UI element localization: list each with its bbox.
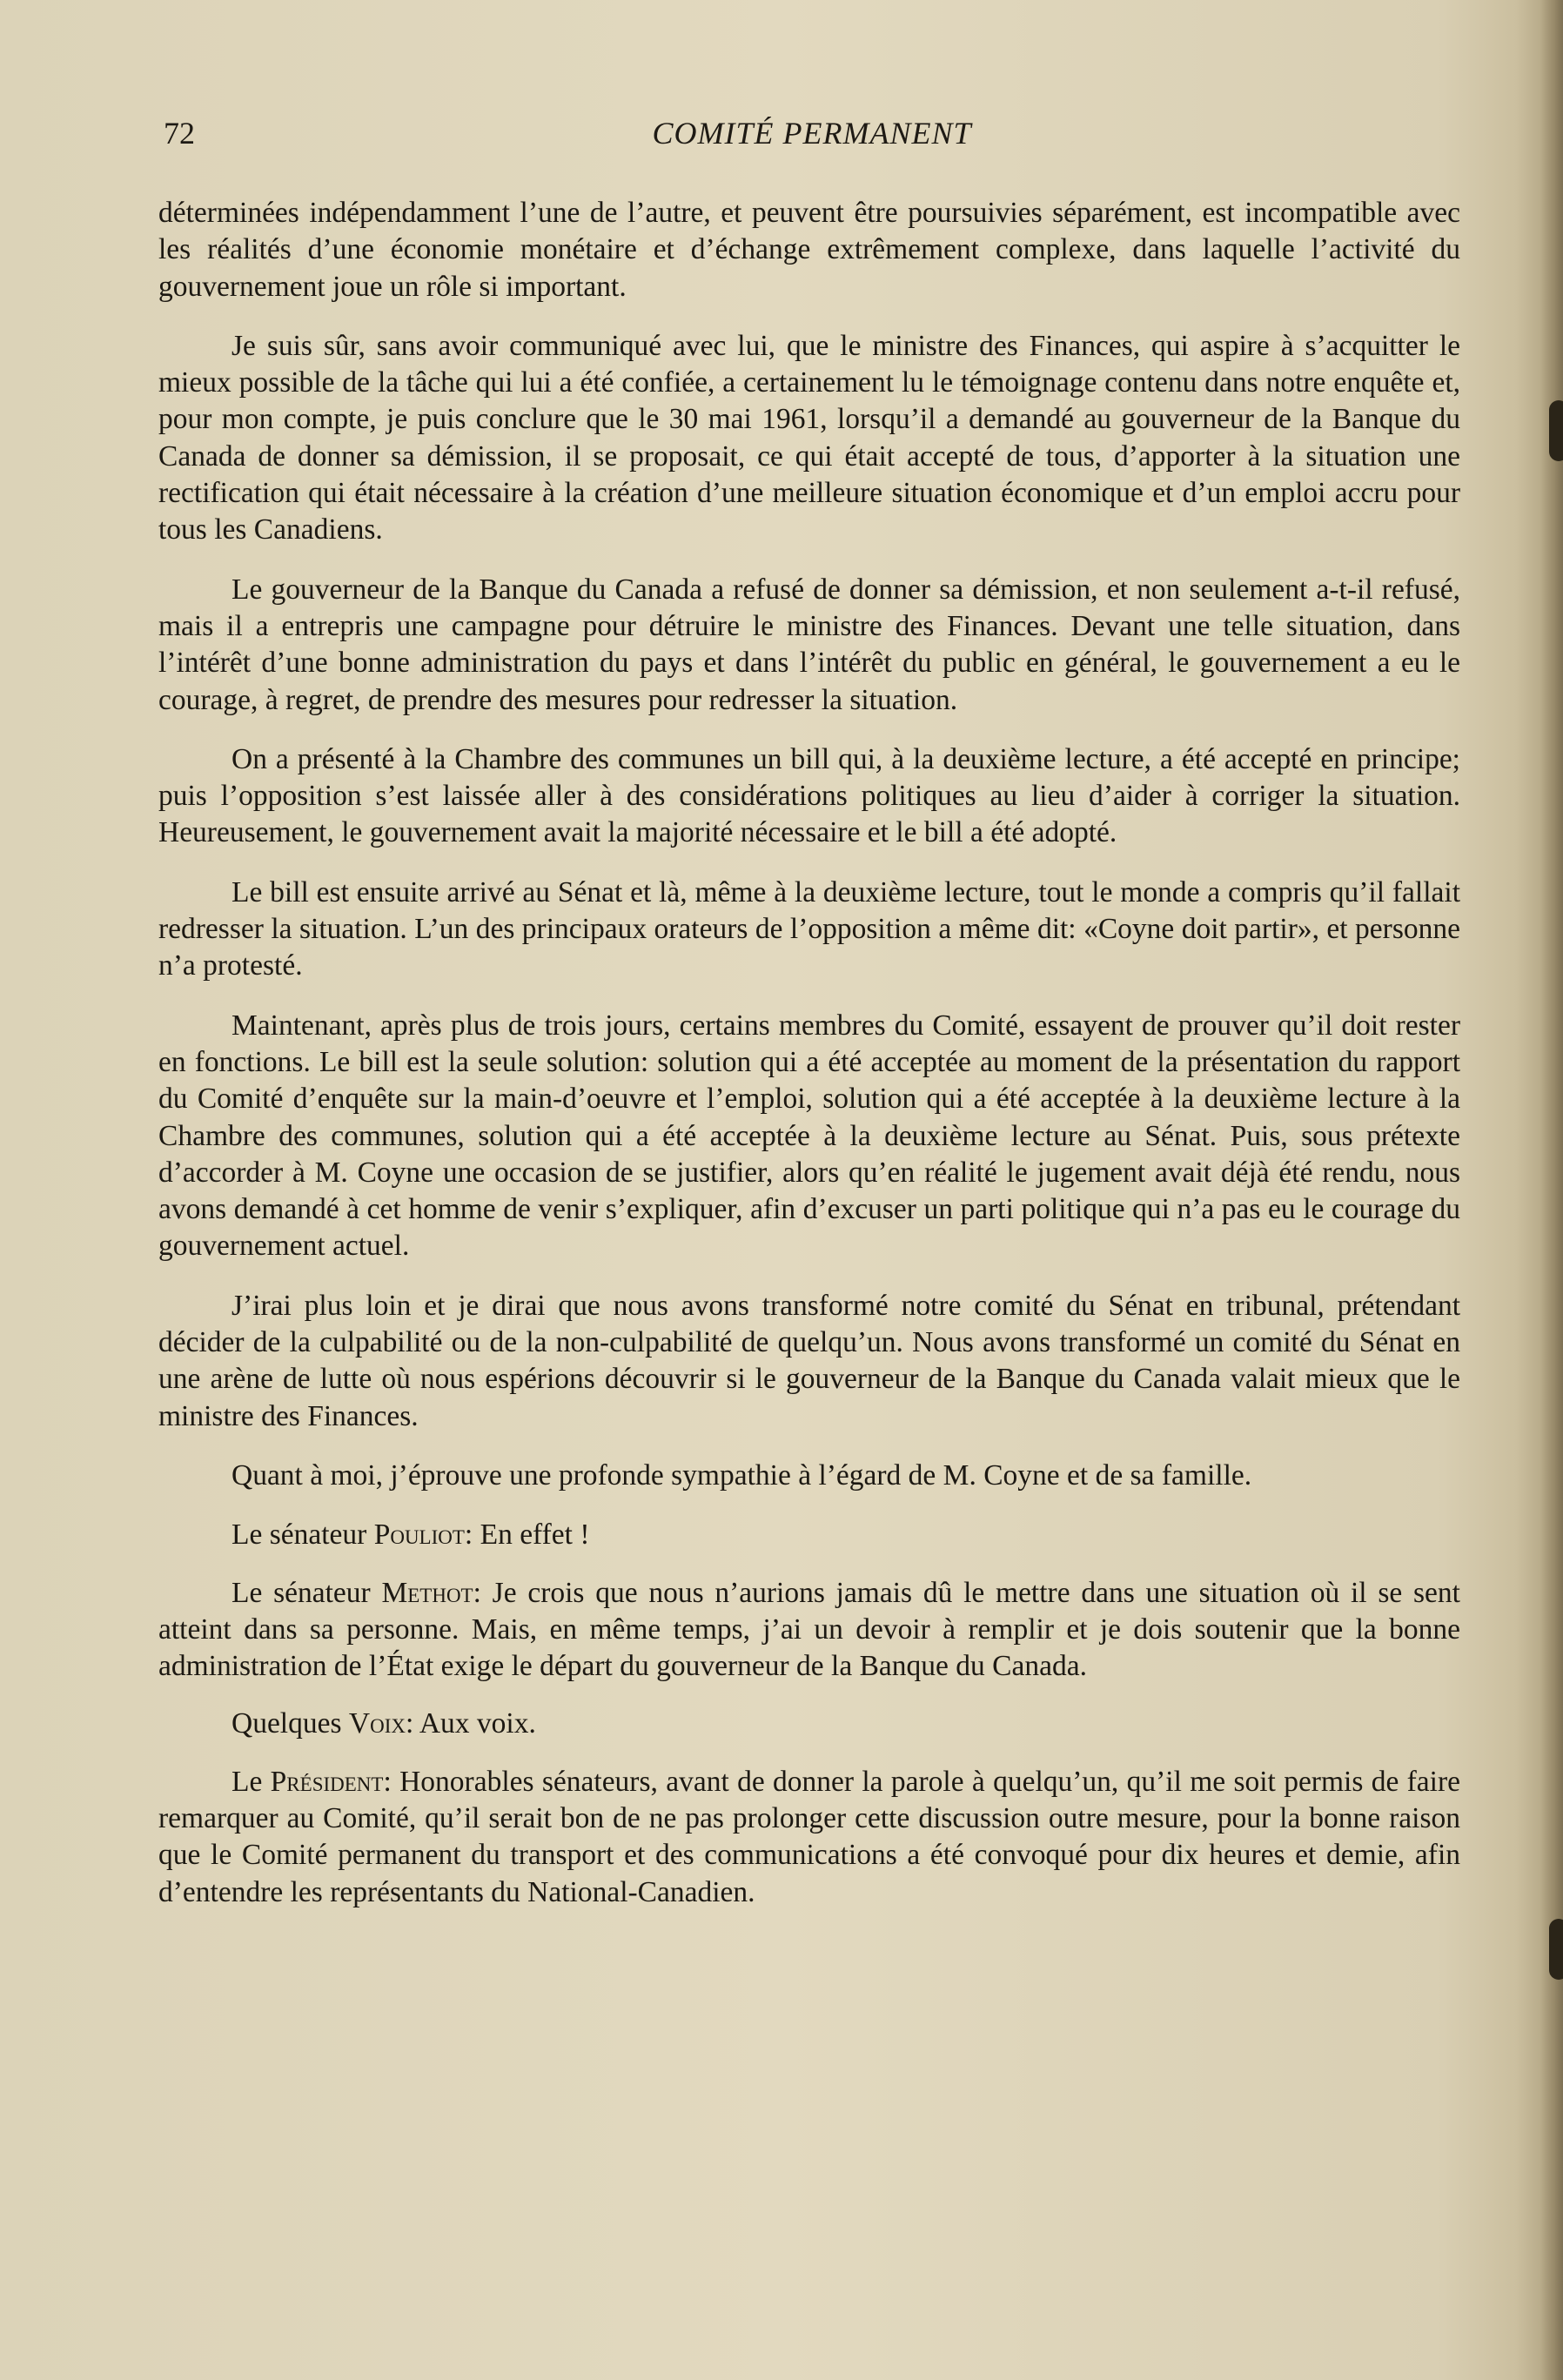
body-text <box>158 195 1460 1934</box>
speech-text: : Aux voix. <box>405 1707 536 1740</box>
paragraph: Quant à moi, j’éprouve une profonde sympathie à l’égard de M. Coyne et de sa famille. <box>231 1458 1252 1492</box>
speech-prefix: Quelques <box>231 1707 349 1740</box>
speech-text: : Honorables sénateurs, avant de donner la parole à quelqu’un, qu’il me soit permis de faire remarquer au Comité, qu’il serait bon de ne pas prolonger cette discussion outre mesure, pour la bonne raison que le Comité permanent du transport et des communications a été convoqué pour dix heures et demie, afin d’entendre les représentants du National-Canadien. <box>158 1765 1460 1908</box>
speaker-name: Président <box>270 1765 384 1798</box>
speaker-name: Methot <box>381 1576 473 1609</box>
speaker-name: Pouliot <box>373 1519 465 1552</box>
binding-hole <box>1549 1919 1563 1980</box>
paragraph: On a présenté à la Chambre des communes un bill qui, à la deuxième lecture, a été accepté en principe; puis l’opposition s’est laissée aller à des considérations politiques au lieu d’aider à corriger la situation. Heureusement, le gouvernement avait la majorité nécessaire et le bill a été adopté. <box>158 742 1460 849</box>
page-number: 72 <box>164 116 195 151</box>
paragraph: Je suis sûr, sans avoir communiqué avec lui, que le ministre des Finances, qui aspire à s’acquitter le mieux possible de la tâche qui lui a été confiée, a certainement lu le témoignage contenu dans notre enquête et, pour mon compte, je puis conclure que le 30 mai 1961, lorsqu’il a demandé au gouverneur de la Banque du Canada de donner sa démission, il se proposait, ce qui était accepté de tous, d’apporter à la situation une rectification qui était nécessaire à la création d’une meilleure situation économique et d’un emploi accru pour tous les Canadiens. <box>158 329 1460 546</box>
speech-president <box>158 1764 1460 1911</box>
speech-prefix: Le sénateur <box>231 1576 382 1609</box>
speech-prefix: Le sénateur <box>231 1519 374 1552</box>
speech-prefix: Le <box>231 1765 271 1798</box>
speech-text: : En effet ! <box>464 1519 590 1552</box>
paragraph: Maintenant, après plus de trois jours, certains membres du Comité, essayent de prouver qu’il doit rester en fonctions. Le bill est la seule solution: solution qui a été acceptée au moment de la présentation du rapport du Comité d’enquête sur la main-d’oeuvre et l’emploi, solution qui a été acceptée à la deuxième lecture à la Chambre des communes, solution qui a été acceptée à la deuxième lecture au Sénat. Puis, sous prétexte d’accorder à M. Coyne une occasion de se justifier, alors qu’en réalité le jugement avait déjà été rendu, nous avons demandé à cet homme de venir s’expliquer, afin d’excuser un parti politique qui n’a pas eu le courage du gouvernement actuel. <box>158 1009 1460 1263</box>
paragraph: J’irai plus loin et je dirai que nous avons transformé notre comité du Sénat en tribunal, prétendant décider de la culpabilité ou de la non-culpabilité de quelqu’un. Nous avons transformé un comité du Sénat en une arène de lutte où nous espérions découvrir si le gouverneur de la Banque du Canada valait mieux que le ministre des Finances. <box>158 1289 1460 1432</box>
binding-hole <box>1549 400 1563 461</box>
paragraph: déterminées indépendamment l’une de l’autre, et peuvent être poursuivies séparément, est incompatible avec les réalités d’une économie monétaire et d’échange extrêmement complexe, dans laquelle l’activité du gouvernement joue un rôle si important. <box>158 197 1460 303</box>
speaker-name: Voix <box>348 1707 406 1740</box>
speech-methot <box>158 1575 1460 1686</box>
running-head: COMITÉ PERMANENT <box>652 116 972 151</box>
speech-voix <box>158 1706 1460 1742</box>
paragraph: Le gouverneur de la Banque du Canada a refusé de donner sa démission, et non seulement a-t-il refusé, mais il a entrepris une campagne pour détruire le ministre des Finances. Devant une telle situation, dans l’intérêt d’une bonne administration du pays et dans l’intérêt du public en général, le gouvernement a eu le courage, à regret, de prendre des mesures pour redresser la situation. <box>158 573 1460 716</box>
page-header <box>164 115 1460 158</box>
speech-text: : Je crois que nous n’aurions jamais dû le mettre dans une situation où il se sent atteint dans sa personne. Mais, en même temps, j’ai un devoir à remplir et je dois soutenir que la bonne administration de l’État exige le départ du gouverneur de la Banque du Canada. <box>158 1576 1460 1683</box>
page-edge-shadow <box>1540 0 1563 2380</box>
paragraph: Le bill est ensuite arrivé au Sénat et là, même à la deuxième lecture, tout le monde a compris qu’il fallait redresser la situation. L’un des principaux orateurs de l’opposition a même dit: «Coyne doit partir», et personne n’a protesté. <box>158 875 1460 982</box>
speech-pouliot <box>158 1517 1460 1553</box>
